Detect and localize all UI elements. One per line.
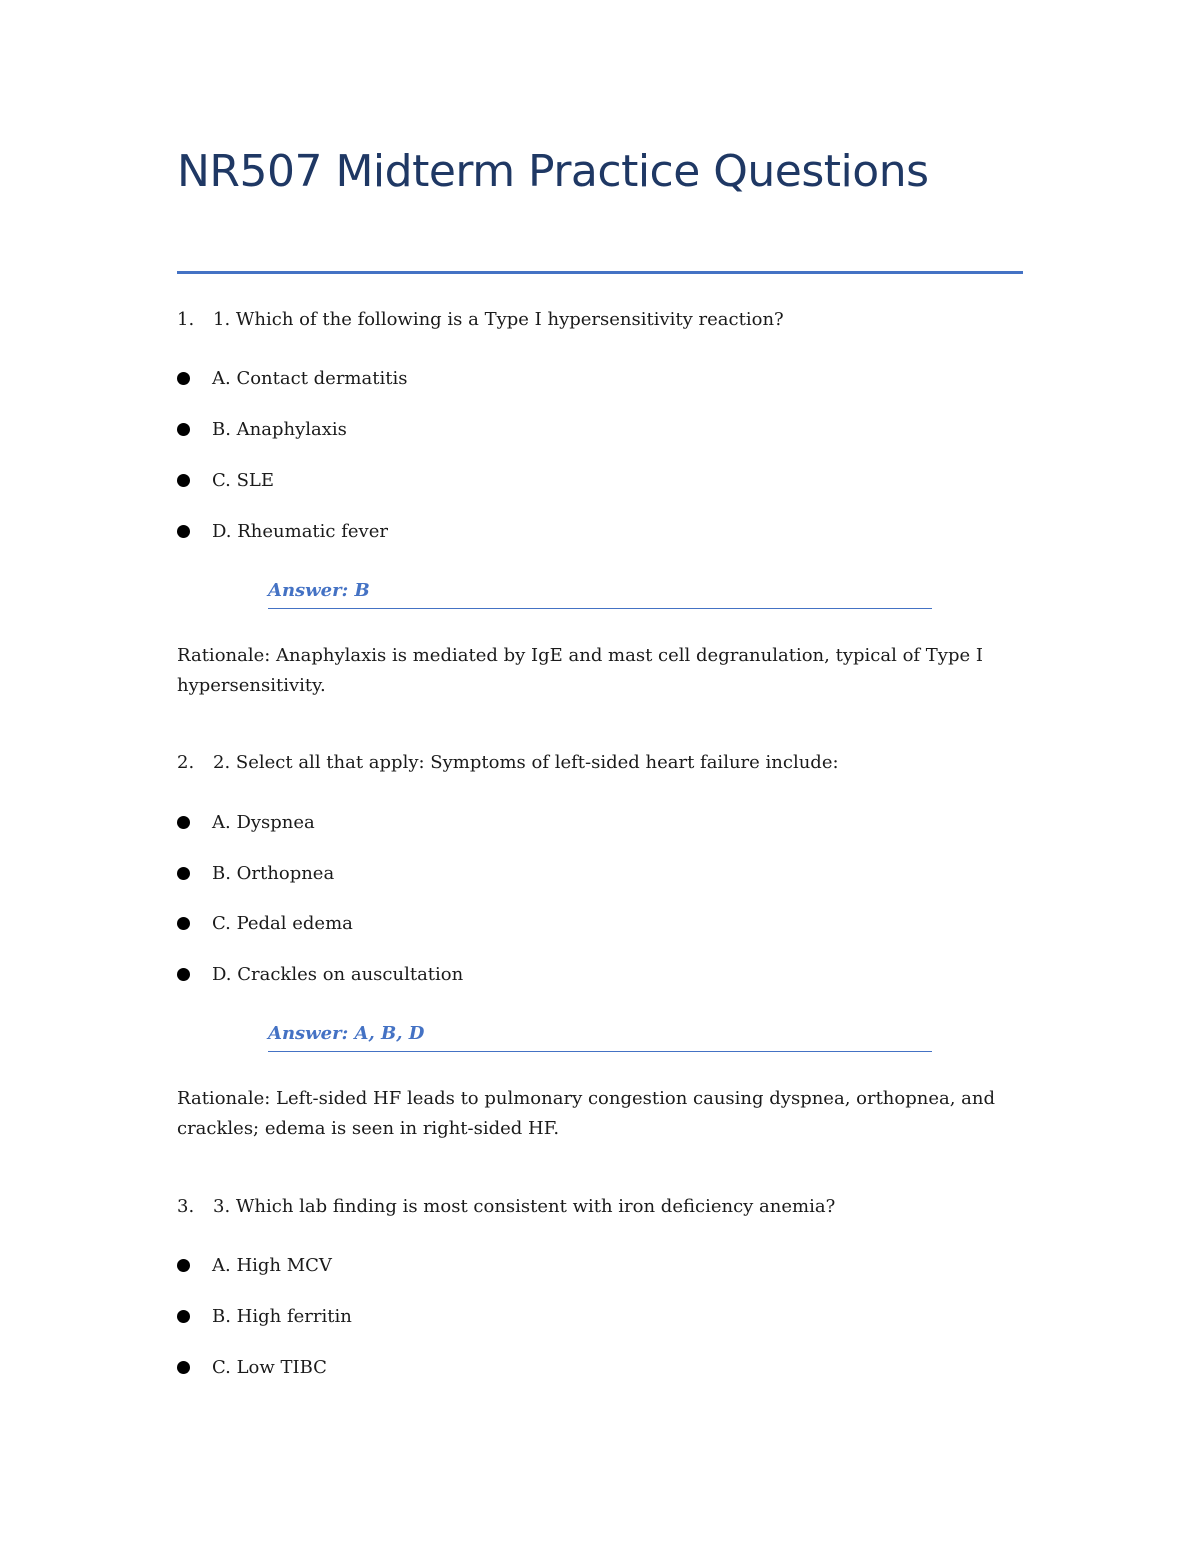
option-label: D. Rheumatic fever [212,521,388,542]
option-item [177,517,388,547]
option-item [177,364,407,394]
bullet-icon [177,525,190,538]
bullet-icon [177,474,190,487]
bullet-icon [177,372,190,385]
option-item [177,466,274,496]
option-label: A. Dyspnea [212,812,315,833]
option-label: C. Pedal edema [212,913,353,934]
question-1 [177,305,784,335]
bullet-icon [177,1259,190,1272]
option-item [177,960,463,990]
option-label: D. Crackles on auscultation [212,964,464,985]
question-text: 3. Which lab finding is most consistent with iron deficiency anemia? [213,1196,836,1217]
question-3 [177,1192,835,1222]
rationale-text: Rationale: Anaphylaxis is mediated by IgE and mast cell degranulation, typical of Type I hypersensitivity. [177,645,983,696]
option-item [177,1302,352,1332]
option-item [177,1353,327,1383]
option-item [177,859,334,889]
title-divider [177,271,1023,274]
question-text: 2. Select all that apply: Symptoms of left-sided heart failure include: [213,752,839,773]
bullet-icon [177,1361,190,1374]
option-label: C. Low TIBC [212,1357,327,1378]
option-label: A. High MCV [212,1255,332,1276]
bullet-icon [177,867,190,880]
option-label: B. Anaphylaxis [212,419,347,440]
option-label: B. High ferritin [212,1306,352,1327]
bullet-icon [177,423,190,436]
bullet-icon [177,917,190,930]
page-title: NR507 Midterm Practice Questions [177,146,929,197]
bullet-icon [177,1310,190,1323]
option-item [177,808,315,838]
answer-line: Answer: A, B, D [268,1019,932,1052]
question-number: 3. [177,1196,195,1217]
question-text: 1. Which of the following is a Type I hypersensitivity reaction? [213,309,784,330]
rationale-text: Rationale: Left-sided HF leads to pulmonary congestion causing dyspnea, orthopnea, and crackles; edema is seen in right-sided HF. [177,1088,996,1139]
question-2 [177,748,839,778]
answer-line: Answer: B [268,576,932,609]
bullet-icon [177,816,190,829]
option-label: C. SLE [212,470,274,491]
option-item [177,909,353,939]
option-item [177,1251,332,1281]
question-number: 1. [177,309,195,330]
bullet-icon [177,968,190,981]
option-label: A. Contact dermatitis [212,368,408,389]
option-item [177,415,347,445]
question-number: 2. [177,752,195,773]
option-label: B. Orthopnea [212,863,335,884]
